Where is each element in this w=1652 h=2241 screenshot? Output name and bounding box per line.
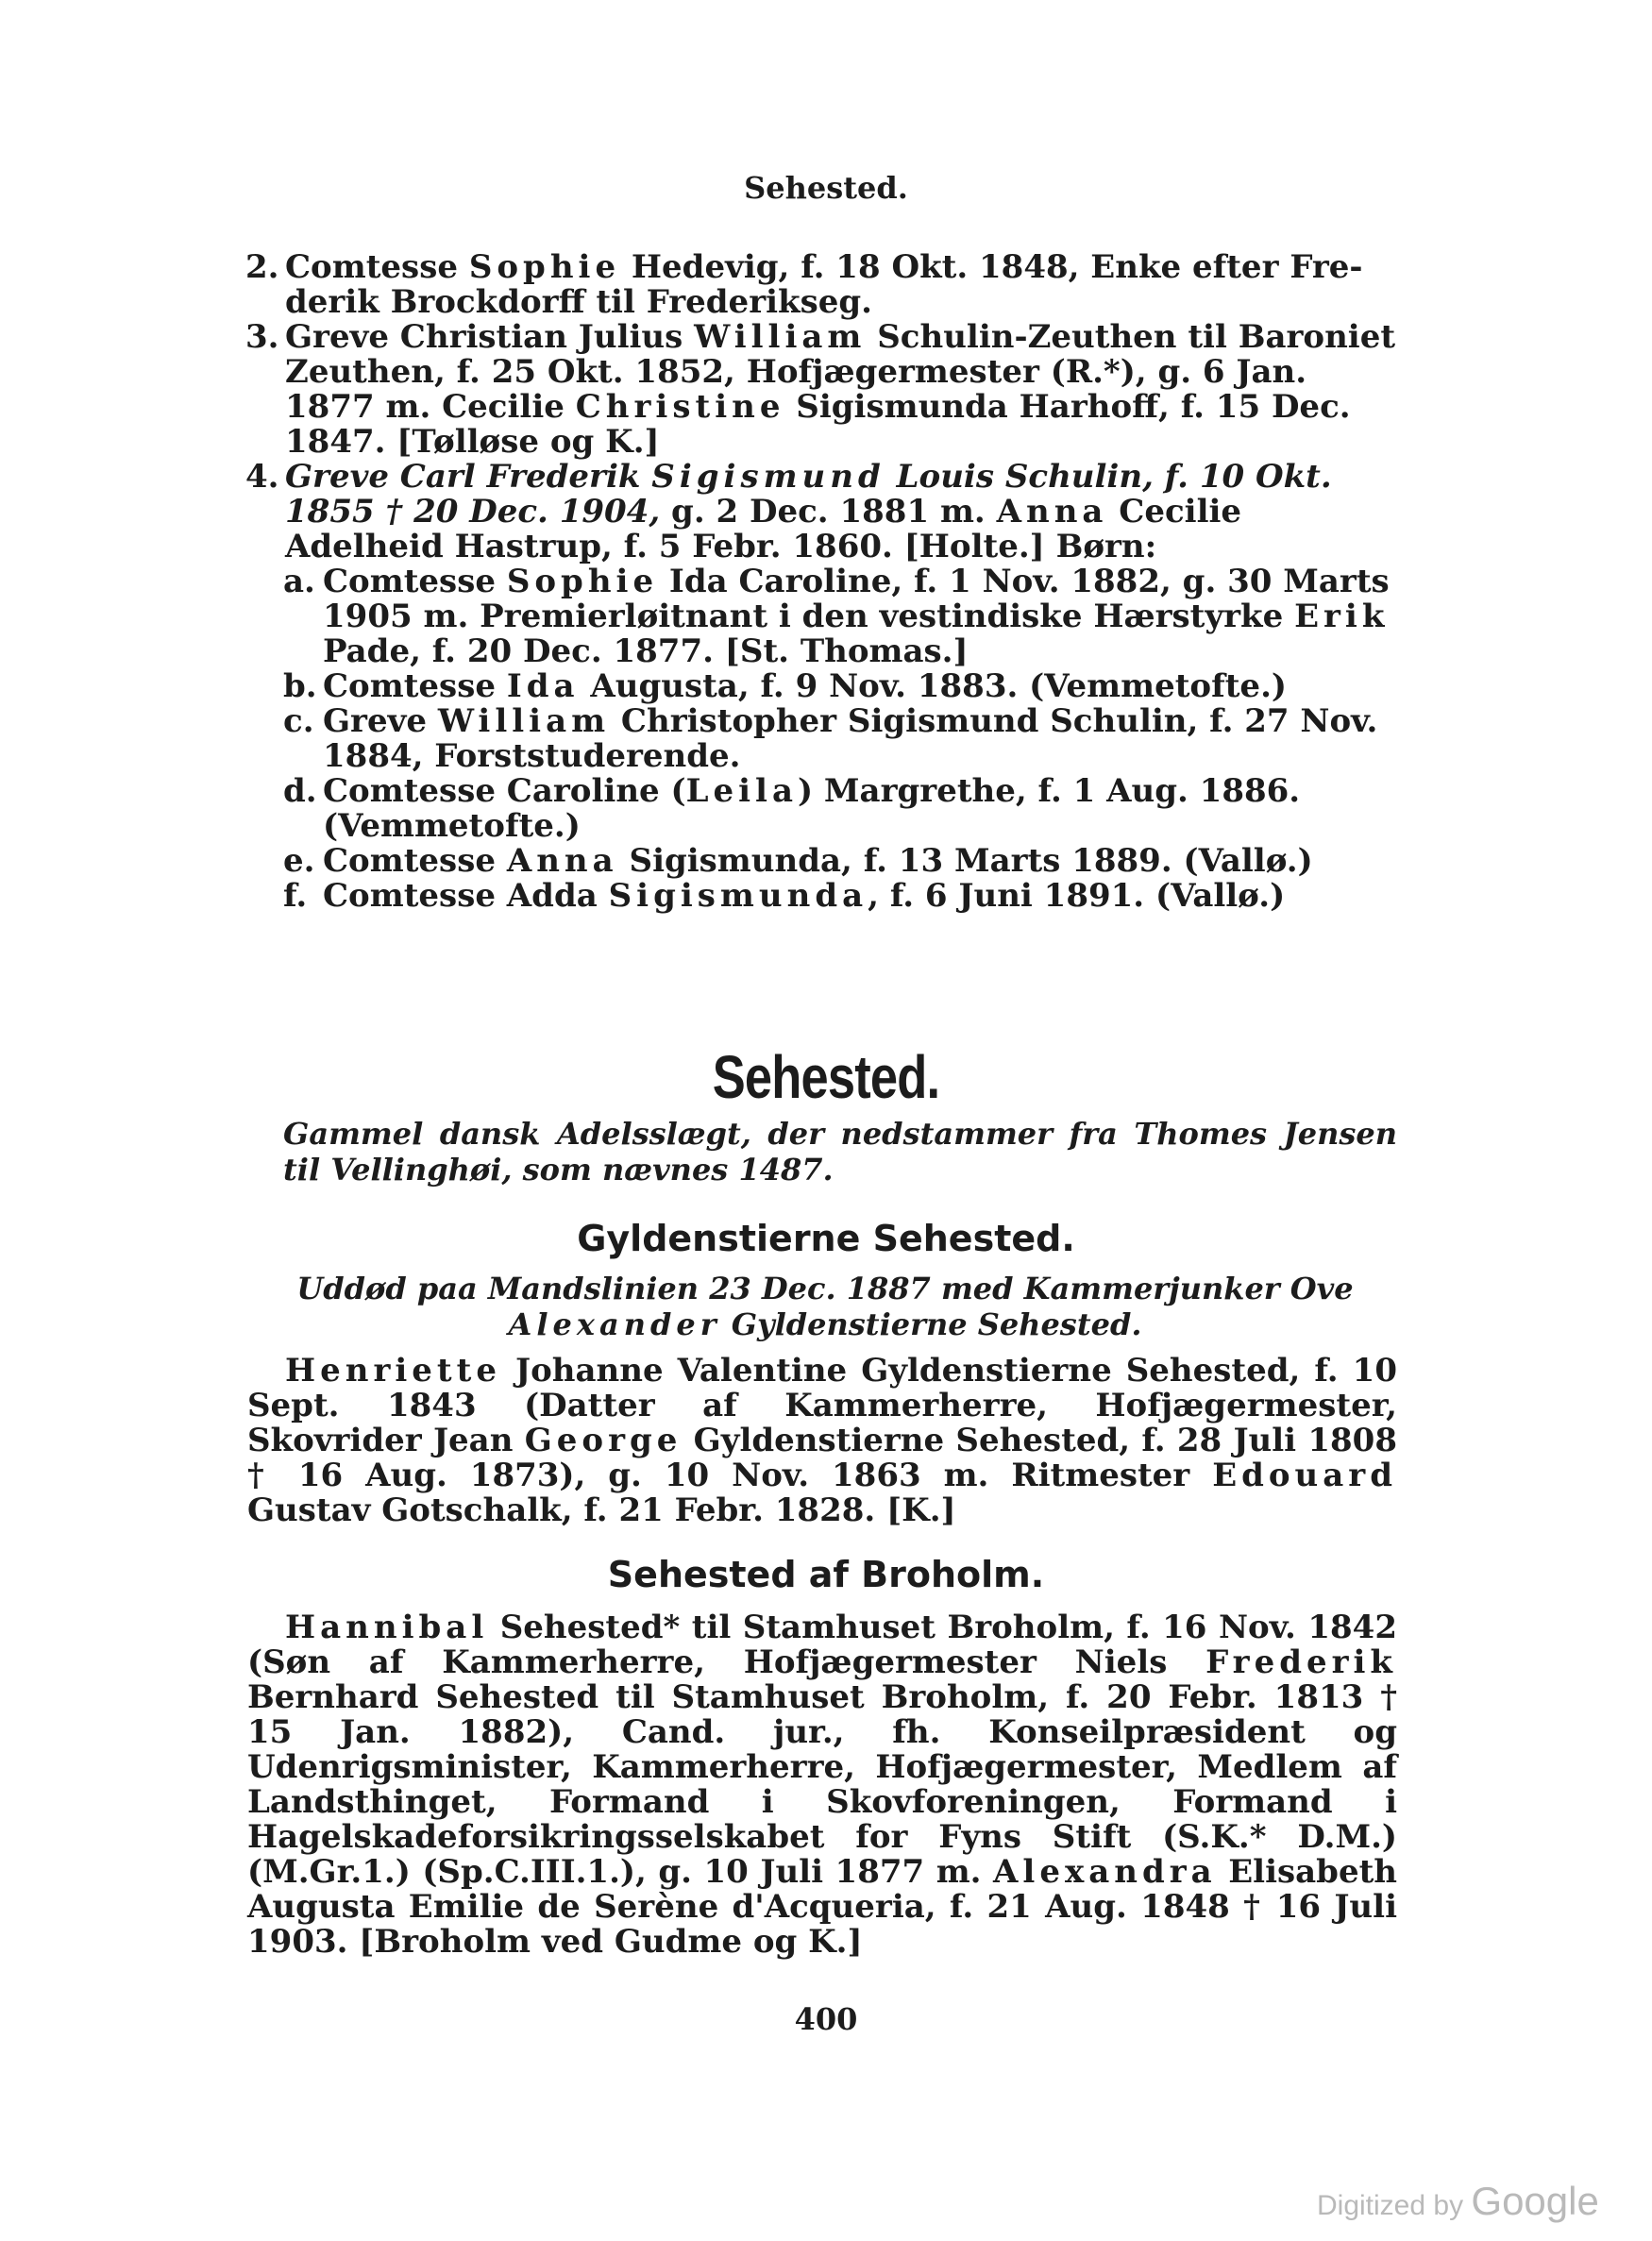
digitized-watermark: Digitized by Google — [1317, 2179, 1599, 2223]
google-logo: Google — [1471, 2179, 1599, 2223]
entries-top — [245, 250, 1397, 914]
page-number: 400 — [794, 2001, 858, 2037]
child-f — [283, 879, 1397, 914]
paragraph-gyldenstierne: Henriette Johanne Valentine Gyldenstierne Sehested, f. 10 Sept. 1843 (Datter af Kammerherre, Hofjægermester, Skovrider Jean George Gyldenstierne Sehested, f. 28 Juli 1808 † 16 Aug. 1873), g. 10 Nov. 1863 m. Ritmester Edouard Gustav Gotschalk, f. 21 Febr. 1828. [K.] — [247, 1352, 1397, 1529]
entry-number: 3. — [245, 318, 279, 356]
child-letter: a. — [283, 563, 315, 600]
child-text: Greve William Christopher Sigismund Schulin, f. 27 Nov. 1884, Forststuderende. — [323, 702, 1378, 775]
child-letter: b. — [283, 667, 317, 705]
entry-text: Comtesse Sophie Hedevig, f. 18 Okt. 1848, Enke efter Fre- derik Brockdorff til Frederikseg. — [285, 248, 1363, 321]
child-a — [283, 564, 1397, 669]
running-head: Sehested. — [744, 170, 908, 206]
child-text: Comtesse Anna Sigismunda, f. 13 Marts 1889. (Vallø.) — [323, 842, 1313, 880]
section-title-broholm: Sehested af Broholm. — [607, 1554, 1045, 1595]
entry-number: 2. — [245, 248, 279, 286]
child-e — [283, 844, 1397, 879]
child-text: Comtesse Caroline (Leila) Margrethe, f. 1 Aug. 1886. (Vemmetofte.) — [323, 772, 1301, 845]
entry-4 — [245, 460, 1397, 564]
child-letter: d. — [283, 772, 317, 810]
child-text: Comtesse Adda Sigismunda, f. 6 Juni 1891. (Vallø.) — [323, 877, 1286, 915]
entry-2 — [245, 250, 1397, 320]
entry-text: Greve Christian Julius William Schulin-Zeuthen til Baroniet Zeuthen, f. 25 Okt. 1852, Hofjægermester (R.*), g. 6 Jan. 1877 m. Cecilie Christine Sigismunda Harhoff, f. 15 Dec. 1847. [Tølløse og K.] — [285, 318, 1396, 461]
child-b — [283, 669, 1397, 704]
child-text: Comtesse Ida Augusta, f. 9 Nov. 1883. (Vemmetofte.) — [323, 667, 1287, 705]
section-title-gyldenstierne: Gyldenstierne Sehested. — [577, 1218, 1075, 1259]
paragraph-broholm: Hannibal Sehested* til Stamhuset Broholm, f. 16 Nov. 1842 (Søn af Kammerherre, Hofjægermester Niels Frederik Bernhard Sehested til Stamhuset Broholm, f. 20 Febr. 1813 † 15 Jan. 1882), Cand. jur., fh. Konseilpræsident og Udenrigsminister, Kammerherre, Hofjægermester, Medlem af Landsthinget, Formand i Skovforeningen, Formand i Hagelskadeforsikringsselskabet for Fyns Stift (S.K.* D.M.) (M.Gr.1.) (Sp.C.III.1.), g. 10 Juli 1877 m. Alexandra Elisabeth Augusta Emilie de Serène d'Acqueria, f. 21 Aug. 1848 † 16 Juli 1903. [Broholm ved Gudme og K.] — [247, 1609, 1397, 1961]
main-title: Sehested. — [712, 1043, 940, 1111]
child-letter: e. — [283, 842, 315, 880]
child-text: Comtesse Sophie Ida Caroline, f. 1 Nov. 1882, g. 30 Marts 1905 m. Premierløitnant i den vestindiske Hærstyrke Erik Pade, f. 20 Dec. 1877. [St. Thomas.] — [323, 563, 1390, 670]
section-subtitle-gyldenstierne: Uddød paa Mandslinien 23 Dec. 1887 med Kammerjunker Ove Alexander Gyldenstierne Sehested. — [296, 1271, 1354, 1342]
child-d — [283, 774, 1397, 844]
entry-text: Greve Carl Frederik Sigismund Louis Schulin, f. 10 Okt. 1855 † 20 Dec. 1904, g. 2 Dec. 1881 m. Anna Cecilie Adelheid Hastrup, f. 5 Febr. 1860. [Holte.] Børn: — [285, 458, 1332, 565]
child-letter: f. — [283, 877, 308, 915]
child-c — [283, 704, 1397, 774]
family-intro: Gammel dansk Adelsslægt, der nedstammer fra Thomes Jensen til Vellinghøi, som nævnes 1487. — [283, 1116, 1397, 1188]
entry-3 — [245, 320, 1397, 460]
entry-number: 4. — [245, 458, 279, 496]
child-letter: c. — [283, 702, 314, 740]
